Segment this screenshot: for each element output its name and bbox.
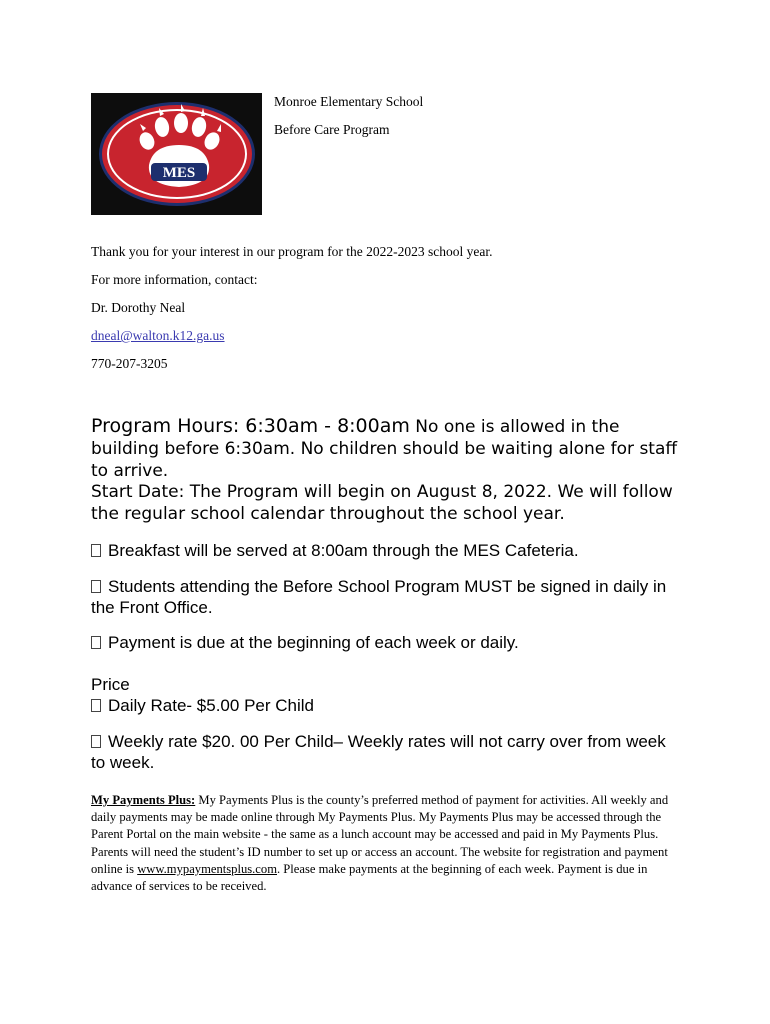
contact-name: Dr. Dorothy Neal — [91, 300, 186, 315]
start-date: Start Date: The Program will begin on August 8, 2022. We will follow the regular school calendar throughout the school year. — [91, 482, 673, 524]
school-name: Monroe Elementary School — [274, 94, 424, 109]
payments-text: My Payments Plus is the county’s preferred method of payment for activities. All weekly and daily payments may be made online through My Payments Plus. My Payments Plus may be accessed through the Parent Portal on the main website - the same as a lunch account may be accessed and paid in My Payments Plus. Parents will need the student’s ID number to set up or access an account. The website for registration and payment online is — [91, 793, 669, 876]
program-hours — [91, 415, 691, 482]
checkbox-icon — [91, 735, 101, 748]
price-daily-text: Daily Rate- $5.00 Per Child — [108, 696, 314, 715]
checkbox-icon — [91, 699, 101, 712]
checkbox-icon — [91, 636, 101, 649]
logo-text: MES — [162, 165, 196, 181]
payments-text-end: . Please make payments at the beginning of each week. Payment is due in advance of services to be received. — [91, 861, 648, 894]
bullet-text: Payment is due at the beginning of each week or daily. — [108, 633, 519, 652]
checkbox-icon — [91, 580, 101, 593]
bullet-sign-in — [91, 576, 681, 618]
program-name: Before Care Program — [274, 122, 390, 137]
price-daily — [91, 695, 681, 716]
price-weekly-text: Weekly rate $20. 00 Per Child– Weekly rates will not carry over from week to week. — [91, 732, 666, 772]
program-hours-note: No one is allowed in the building before 6:30am. No children should be waiting alone for staff to arrive. — [91, 417, 678, 481]
contact-phone: 770-207-3205 — [91, 356, 168, 371]
price-weekly — [91, 731, 681, 773]
bullet-payment — [91, 632, 681, 653]
program-hours-lead: Program Hours: 6:30am - 8:00am — [91, 415, 410, 437]
bullet-text: Students attending the Before School Program MUST be signed in daily in the Front Office. — [91, 577, 667, 617]
thank-you-text: Thank you for your interest in our program for the 2022-2023 school year. — [91, 244, 493, 259]
payments-website-link[interactable]: www.mypaymentsplus.com — [137, 861, 277, 876]
payments-paragraph — [91, 792, 681, 895]
contact-email-link[interactable]: dneal@walton.k12.ga.us — [91, 328, 225, 343]
paw-logo-icon — [91, 93, 262, 215]
payments-lead: My Payments Plus: — [91, 793, 196, 807]
bullet-breakfast — [91, 540, 681, 561]
school-logo — [91, 93, 262, 215]
contact-label: For more information, contact: — [91, 272, 258, 287]
bullet-text: Breakfast will be served at 8:00am through the MES Cafeteria. — [108, 541, 579, 560]
checkbox-icon — [91, 544, 101, 557]
price-heading: Price — [91, 675, 130, 694]
